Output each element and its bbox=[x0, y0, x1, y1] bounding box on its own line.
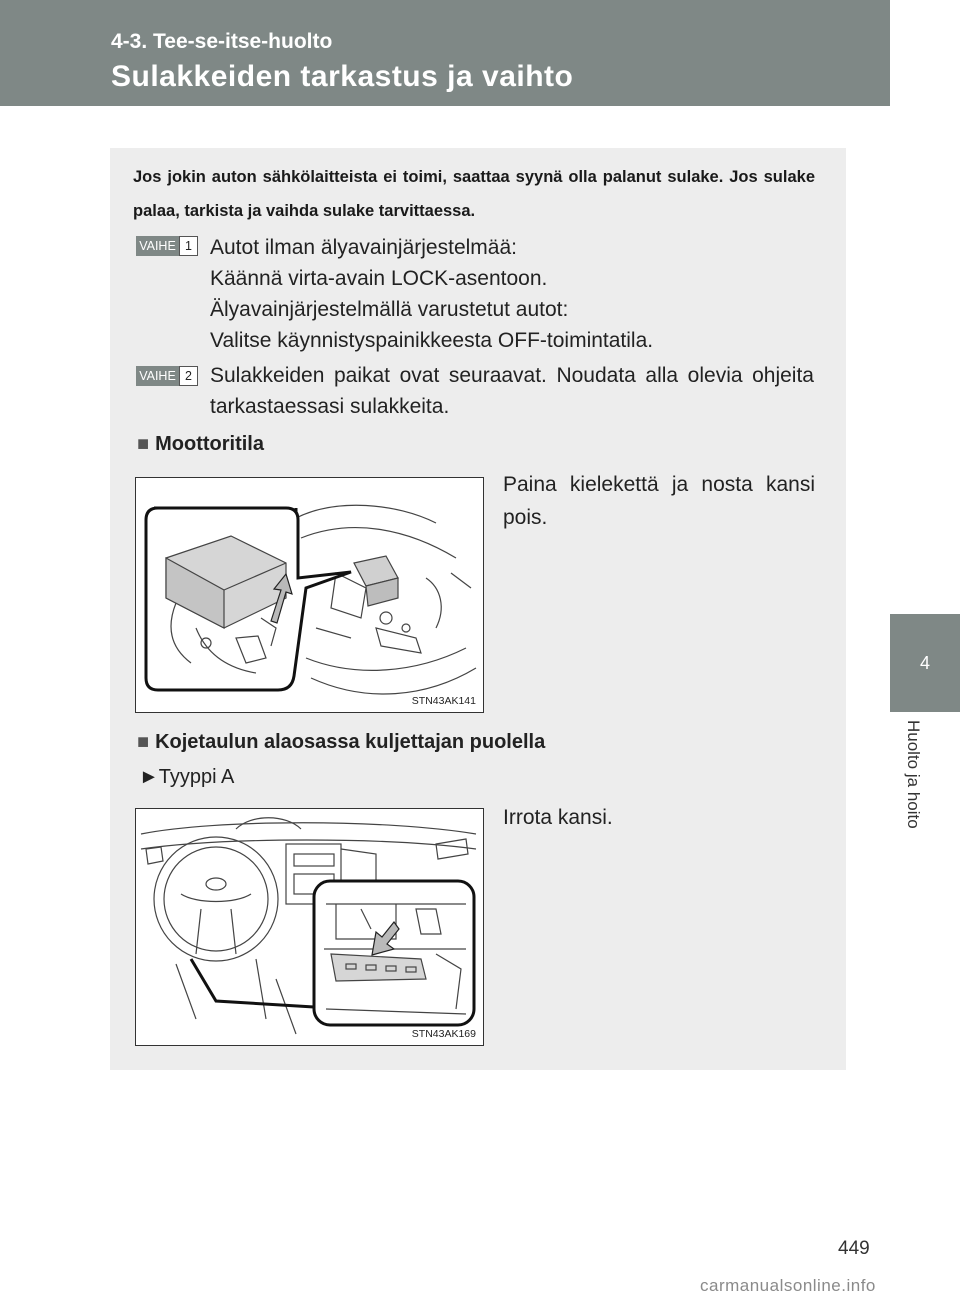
figure-caption: STN43AK141 bbox=[411, 695, 476, 707]
step-1-line: Älyavainjärjestelmällä varustetut autot: bbox=[210, 298, 569, 321]
section-label: 4-3. Tee-se-itse-huolto bbox=[111, 30, 333, 53]
step-2-badge bbox=[136, 366, 198, 386]
square-bullet-icon: ■ bbox=[137, 731, 150, 753]
section-heading-text: Moottoritila bbox=[155, 433, 264, 455]
square-bullet-icon: ■ bbox=[137, 433, 150, 455]
page-title: Sulakkeiden tarkastus ja vaihto bbox=[111, 60, 574, 93]
chapter-tab-number[interactable]: 4 bbox=[890, 614, 960, 712]
step-1-text bbox=[210, 232, 814, 356]
step-badge-number: 2 bbox=[179, 366, 198, 386]
subheading-type-a bbox=[139, 766, 234, 789]
figure-caption: STN43AK169 bbox=[411, 1028, 476, 1040]
dashboard-illustration bbox=[136, 809, 482, 1044]
triangle-bullet-icon: ► bbox=[139, 766, 159, 788]
side-tab-top bbox=[890, 0, 960, 106]
step-1-line: Valitse käynnistyspainikkeesta OFF-toimintatila. bbox=[210, 329, 654, 352]
step-badge-number: 1 bbox=[179, 236, 198, 256]
dashboard-fuse-cover-figure bbox=[135, 808, 484, 1046]
page-header bbox=[0, 0, 890, 106]
step-1-line: Käännä virta-avain LOCK-asentoon. bbox=[210, 267, 548, 290]
step-badge-word: VAIHE bbox=[136, 366, 179, 386]
step-1-line: Autot ilman älyavainjärjestelmää: bbox=[210, 236, 517, 259]
section-heading-dashboard bbox=[137, 731, 545, 754]
engine-bay-illustration bbox=[136, 478, 482, 711]
engine-fuse-box-figure bbox=[135, 477, 484, 713]
watermark: carmanualsonline.info bbox=[700, 1276, 876, 1295]
chapter-tab-label: Huolto ja hoito bbox=[904, 720, 923, 829]
section-heading-engine bbox=[137, 433, 264, 456]
step-badge-word: VAIHE bbox=[136, 236, 179, 256]
section-heading-text: Kojetaulun alaosassa kuljettajan puolella bbox=[155, 731, 546, 753]
dashboard-instruction: Irrota kansi. bbox=[503, 806, 613, 829]
intro-paragraph: Jos jokin auton sähkölaitteista ei toimi, saattaa syynä olla palanut sulake. Jos sulake palaa, tarkista ja vaihda sulake tarvittaessa. bbox=[133, 168, 815, 220]
step-1-badge bbox=[136, 236, 198, 256]
subheading-text: Tyyppi A bbox=[158, 766, 235, 788]
step-2-text: Sulakkeiden paikat ovat seuraavat. Noudata alla olevia ohjeita tarkastaessasi sulakkeita. bbox=[210, 364, 814, 418]
engine-instruction: Paina kielekettä ja nosta kansi pois. bbox=[503, 473, 815, 529]
page-number: 449 bbox=[838, 1238, 870, 1259]
